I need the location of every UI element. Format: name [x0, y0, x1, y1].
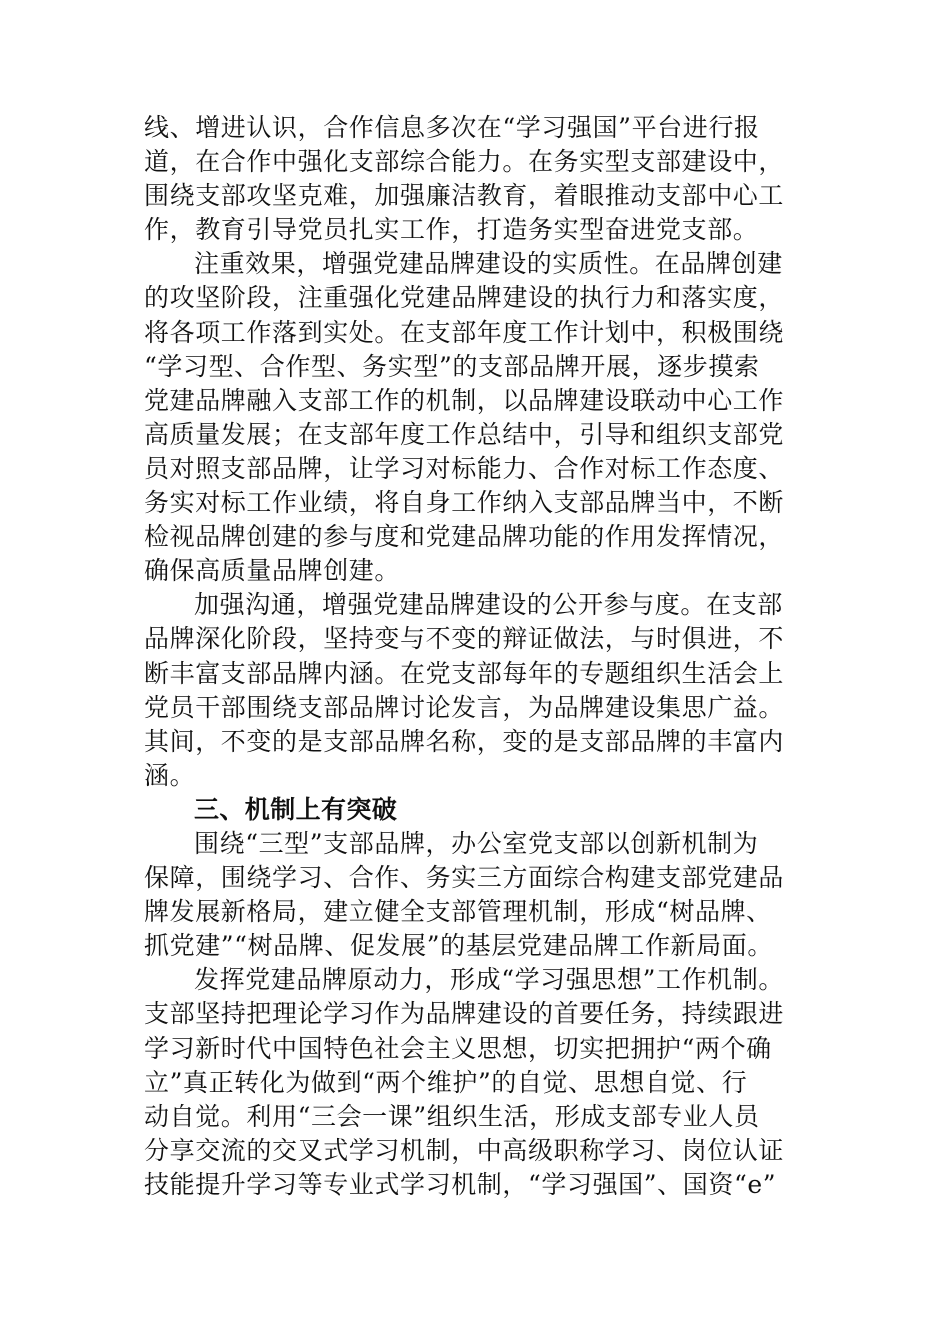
paragraph-line: “学习型、合作型、务实型”的支部品牌开展，逐步摸索: [144, 351, 760, 381]
paragraph-line: 动自觉。利用“三会一课”组织生活，形成支部专业人员: [144, 1101, 760, 1131]
paragraph-line: 线、增进认识，合作信息多次在“学习强国”平台进行报: [144, 113, 760, 142]
paragraph-line: 加强沟通，增强党建品牌建设的公开参与度。在支部: [194, 590, 783, 620]
paragraph-line: 的攻坚阶段，注重强化党建品牌建设的执行力和落实度，: [144, 283, 785, 313]
paragraph-line: 学习新时代中国特色社会主义思想，切实把拥护“两个确: [144, 1033, 772, 1063]
paragraph-1: [144, 111, 810, 247]
paragraph-line: 立”真正转化为做到“两个维护”的自觉、思想自觉、行: [144, 1067, 748, 1097]
paragraph-line: 高质量发展；在支部年度工作总结中，引导和组织支部党: [144, 419, 785, 449]
paragraph-line: 支部坚持把理论学习作为品牌建设的首要任务，持续跟进: [144, 999, 785, 1029]
paragraph-line: 发挥党建品牌原动力，形成“学习强思想”工作机制。: [194, 965, 784, 995]
paragraph-line: 确保高质量品牌创建。: [144, 556, 401, 586]
paragraph-line: 围绕支部攻坚克难，加强廉洁教育，着眼推动支部中心工: [144, 181, 785, 211]
paragraph-line: 道，在合作中强化支部综合能力。在务实型支部建设中，: [144, 147, 785, 177]
paragraph-5: [144, 963, 810, 1202]
paragraph-line: 党建品牌融入支部工作的机制，以品牌建设联动中心工作: [144, 385, 785, 415]
paragraph-line: 涵。: [144, 760, 196, 790]
paragraph-line: 品牌深化阶段，坚持变与不变的辩证做法，与时俱进，不: [144, 624, 785, 654]
paragraph-line: 其间，不变的是支部品牌名称，变的是支部品牌的丰富内: [144, 726, 785, 756]
paragraph-line: 断丰富支部品牌内涵。在党支部每年的专题组织生活会上: [144, 658, 785, 688]
paragraph-line: 务实对标工作业绩，将自身工作纳入支部品牌当中，不断: [144, 488, 785, 518]
paragraph-2: [144, 247, 810, 588]
paragraph-line: 党员干部围绕支部品牌讨论发言，为品牌建设集思广益。: [144, 692, 785, 722]
paragraph-line: 技能提升学习等专业式学习机制，“学习强国”、国资“e”: [144, 1169, 777, 1199]
paragraph-4: [144, 827, 810, 963]
paragraph-line: 将各项工作落到实处。在支部年度工作计划中，积极围绕: [144, 317, 785, 347]
paragraph-line: 检视品牌创建的参与度和党建品牌功能的作用发挥情况，: [144, 522, 785, 552]
paragraph-line: 保障，围绕学习、合作、务实三方面综合构建支部党建品: [144, 863, 785, 893]
paragraph-line: 抓党建”“树品牌、促发展”的基层党建品牌工作新局面。: [144, 931, 773, 961]
section-heading: 三、机制上有突破: [194, 794, 398, 824]
document-body: [144, 111, 810, 1202]
paragraph-line: 员对照支部品牌，让学习对标能力、合作对标工作态度、: [144, 453, 785, 483]
paragraph-3: [144, 588, 810, 793]
paragraph-line: 注重效果，增强党建品牌建设的实质性。在品牌创建: [194, 249, 783, 279]
paragraph-line: 牌发展新格局，建立健全支部管理机制，形成“树品牌、: [144, 897, 772, 927]
paragraph-line: 分享交流的交叉式学习机制，中高级职称学习、岗位认证: [144, 1135, 785, 1165]
paragraph-line: 作，教育引导党员扎实工作，打造务实型奋进党支部。: [144, 215, 759, 245]
paragraph-line: 围绕“三型”支部品牌，办公室党支部以创新机制为: [194, 828, 759, 858]
